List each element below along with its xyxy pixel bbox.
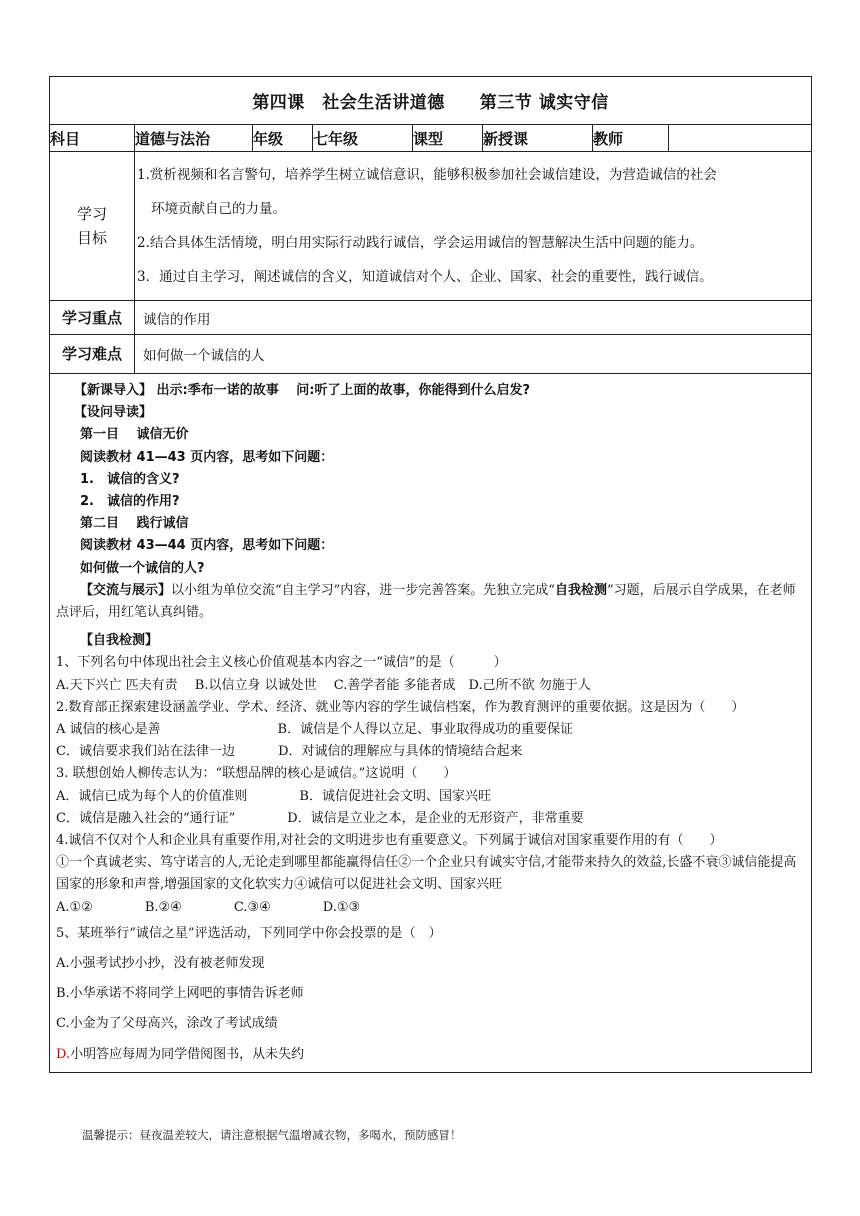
page-title: 第四课 社会生活讲道德 第三节 诚实守信 (50, 77, 812, 125)
header-row (50, 125, 812, 152)
goal-item-1-cont: 环境贡献自己的力量。 (151, 201, 286, 217)
lesson-type-value: 新授课 (483, 125, 593, 152)
goal-item-1: 1.赏析视频和名言警句，培养学生树立诚信意识，能够积极参加社会诚信建设，为营造诚信的社会 (137, 167, 717, 183)
section2-q1: 如何做一个诚信的人? (80, 560, 205, 576)
key-point-row (50, 301, 812, 335)
teacher-label: 教师 (593, 125, 669, 152)
question-1-options: A.天下兴亡 匹夫有责 B.以信立身 以诚处世 C.善学者能 多能者成 D.己所不欲 勿施于人 (56, 677, 591, 693)
subject-label: 科目 (50, 125, 135, 152)
footer-tip: 温馨提示：昼夜温差较大，请注意根据气温增减衣物，多喝水，预防感冒！ (82, 1128, 462, 1142)
intro-tag: 【新课导入】 (74, 383, 153, 398)
question-4-statements: ①一个真诚老实、笃守诺言的人,无论走到哪里都能赢得信任②一个企业只有诚实守信,才能带来持久的效益,长盛不衰③诚信能提高国家的形象和声誉,增强国家的文化软实力④诚信可以促进社会文明、国家兴旺 (56, 855, 797, 893)
goals-row (50, 152, 812, 301)
question-2-options-cd: C．诚信要求我们站在法律一边 D．对诚信的理解应与具体的情境结合起来 (56, 744, 523, 760)
goals-content (135, 152, 812, 301)
goal-item-3: 3．通过自主学习，阐述诚信的含义，知道诚信对个人、企业、国家、社会的重要性，践行诚信。 (137, 269, 713, 285)
grade-value: 七年级 (313, 125, 413, 152)
lesson-table (49, 76, 812, 1073)
question-3: 3. 联想创始人柳传志认为：“联想品牌的核心是诚信。”这说明（ ） (56, 766, 457, 782)
lesson-plan (49, 76, 811, 1073)
answer-text: 小明答应每周为同学借阅图书，从未失约 (70, 1046, 305, 1062)
exchange-tag: 【交流与展示】 (80, 582, 172, 598)
section2-title: 第二目 践行诚信 (80, 516, 189, 532)
exchange-text-b: ”习题，后展示自学成果，在老师点评后，用红笔认真纠错。 (56, 582, 796, 621)
goals-label-line2: 目标 (76, 229, 107, 247)
section1-q2: 2. 诚信的作用? (80, 494, 180, 510)
intro-line (56, 380, 805, 402)
question-3-options-ab: A．诚信已成为每个人的价值准则 B．诚信促进社会文明、国家兴旺 (56, 788, 491, 804)
goal-item-2: 2.结合具体生活情境，明白用实际行动践行诚信，学会运用诚信的智慧解决生活中问题的能力。 (137, 235, 704, 251)
section2-read: 阅读教材 43—44 页内容，思考如下问题： (80, 538, 334, 554)
goals-label-line1: 学习 (76, 205, 107, 223)
difficulty-label: 学习难点 (50, 335, 135, 374)
key-point-value: 诚信的作用 (135, 301, 812, 335)
subject-value: 道德与法治 (135, 125, 253, 152)
question-5-option-a: A.小强考试抄小抄，没有被老师发现 (56, 956, 265, 972)
question-5: 5、某班举行“诚信之星”评选活动，下列同学中你会投票的是（ ） (56, 925, 442, 941)
question-5-option-c: C.小金为了父母高兴，涂改了考试成绩 (56, 1016, 278, 1032)
exchange-text-a: 以小组为单位交流“自主学习”内容，进一步完善答案。先独立完成“ (171, 582, 555, 598)
difficulty-row (50, 335, 812, 374)
section1-title: 第一目 诚信无价 (80, 427, 189, 443)
check-tag: 【自我检测】 (80, 633, 159, 649)
question-5-option-b: B.小华承诺不将同学上网吧的事情告诉老师 (56, 986, 304, 1002)
question-3-options-cd: C．诚信是融入社会的“通行证” D．诚信是立业之本，是企业的无形资产，非常重要 (56, 810, 584, 826)
exchange-paragraph (56, 580, 805, 624)
question-5-option-d (56, 1044, 805, 1066)
lesson-type-label: 课型 (413, 125, 483, 152)
section1-read: 阅读教材 41—43 页内容，思考如下问题： (80, 449, 334, 465)
goals-label (50, 152, 135, 301)
content-row (50, 374, 812, 1073)
exchange-bold: 自我检测 (554, 582, 607, 598)
key-point-label: 学习重点 (50, 301, 135, 335)
question-4: 4.诚信不仅对个人和企业具有重要作用,对社会的文明进步也有重要意义。下列属于诚信对国家重要作用的有（ ） (56, 833, 723, 849)
grade-label: 年级 (253, 125, 313, 152)
question-2-options-ab: A 诚信的核心是善 B．诚信是个人得以立足、事业取得成功的重要保证 (56, 722, 574, 738)
teacher-value (669, 125, 812, 152)
question-1: 1、下列名句中体现出社会主义核心价值观基本内容之一“诚信”的是（ ） (56, 655, 507, 671)
content-body (50, 374, 812, 1073)
intro-text: 出示:季布一诺的故事 问:听了上面的故事，你能得到什么启发? (152, 383, 531, 398)
section1-q1: 1. 诚信的含义? (80, 471, 180, 487)
question-4-options: A.①② B.②④ C.③④ D.①③ (56, 899, 361, 915)
guide-tag: 【设问导读】 (74, 405, 153, 421)
question-2: 2.数育部正探索建设涵盖学业、学术、经济、就业等内容的学生诚信档案，作为教育测评的重要依据。这是因为（ ） (56, 699, 745, 715)
difficulty-value: 如何做一个诚信的人 (135, 335, 812, 374)
answer-letter: D. (56, 1046, 71, 1062)
